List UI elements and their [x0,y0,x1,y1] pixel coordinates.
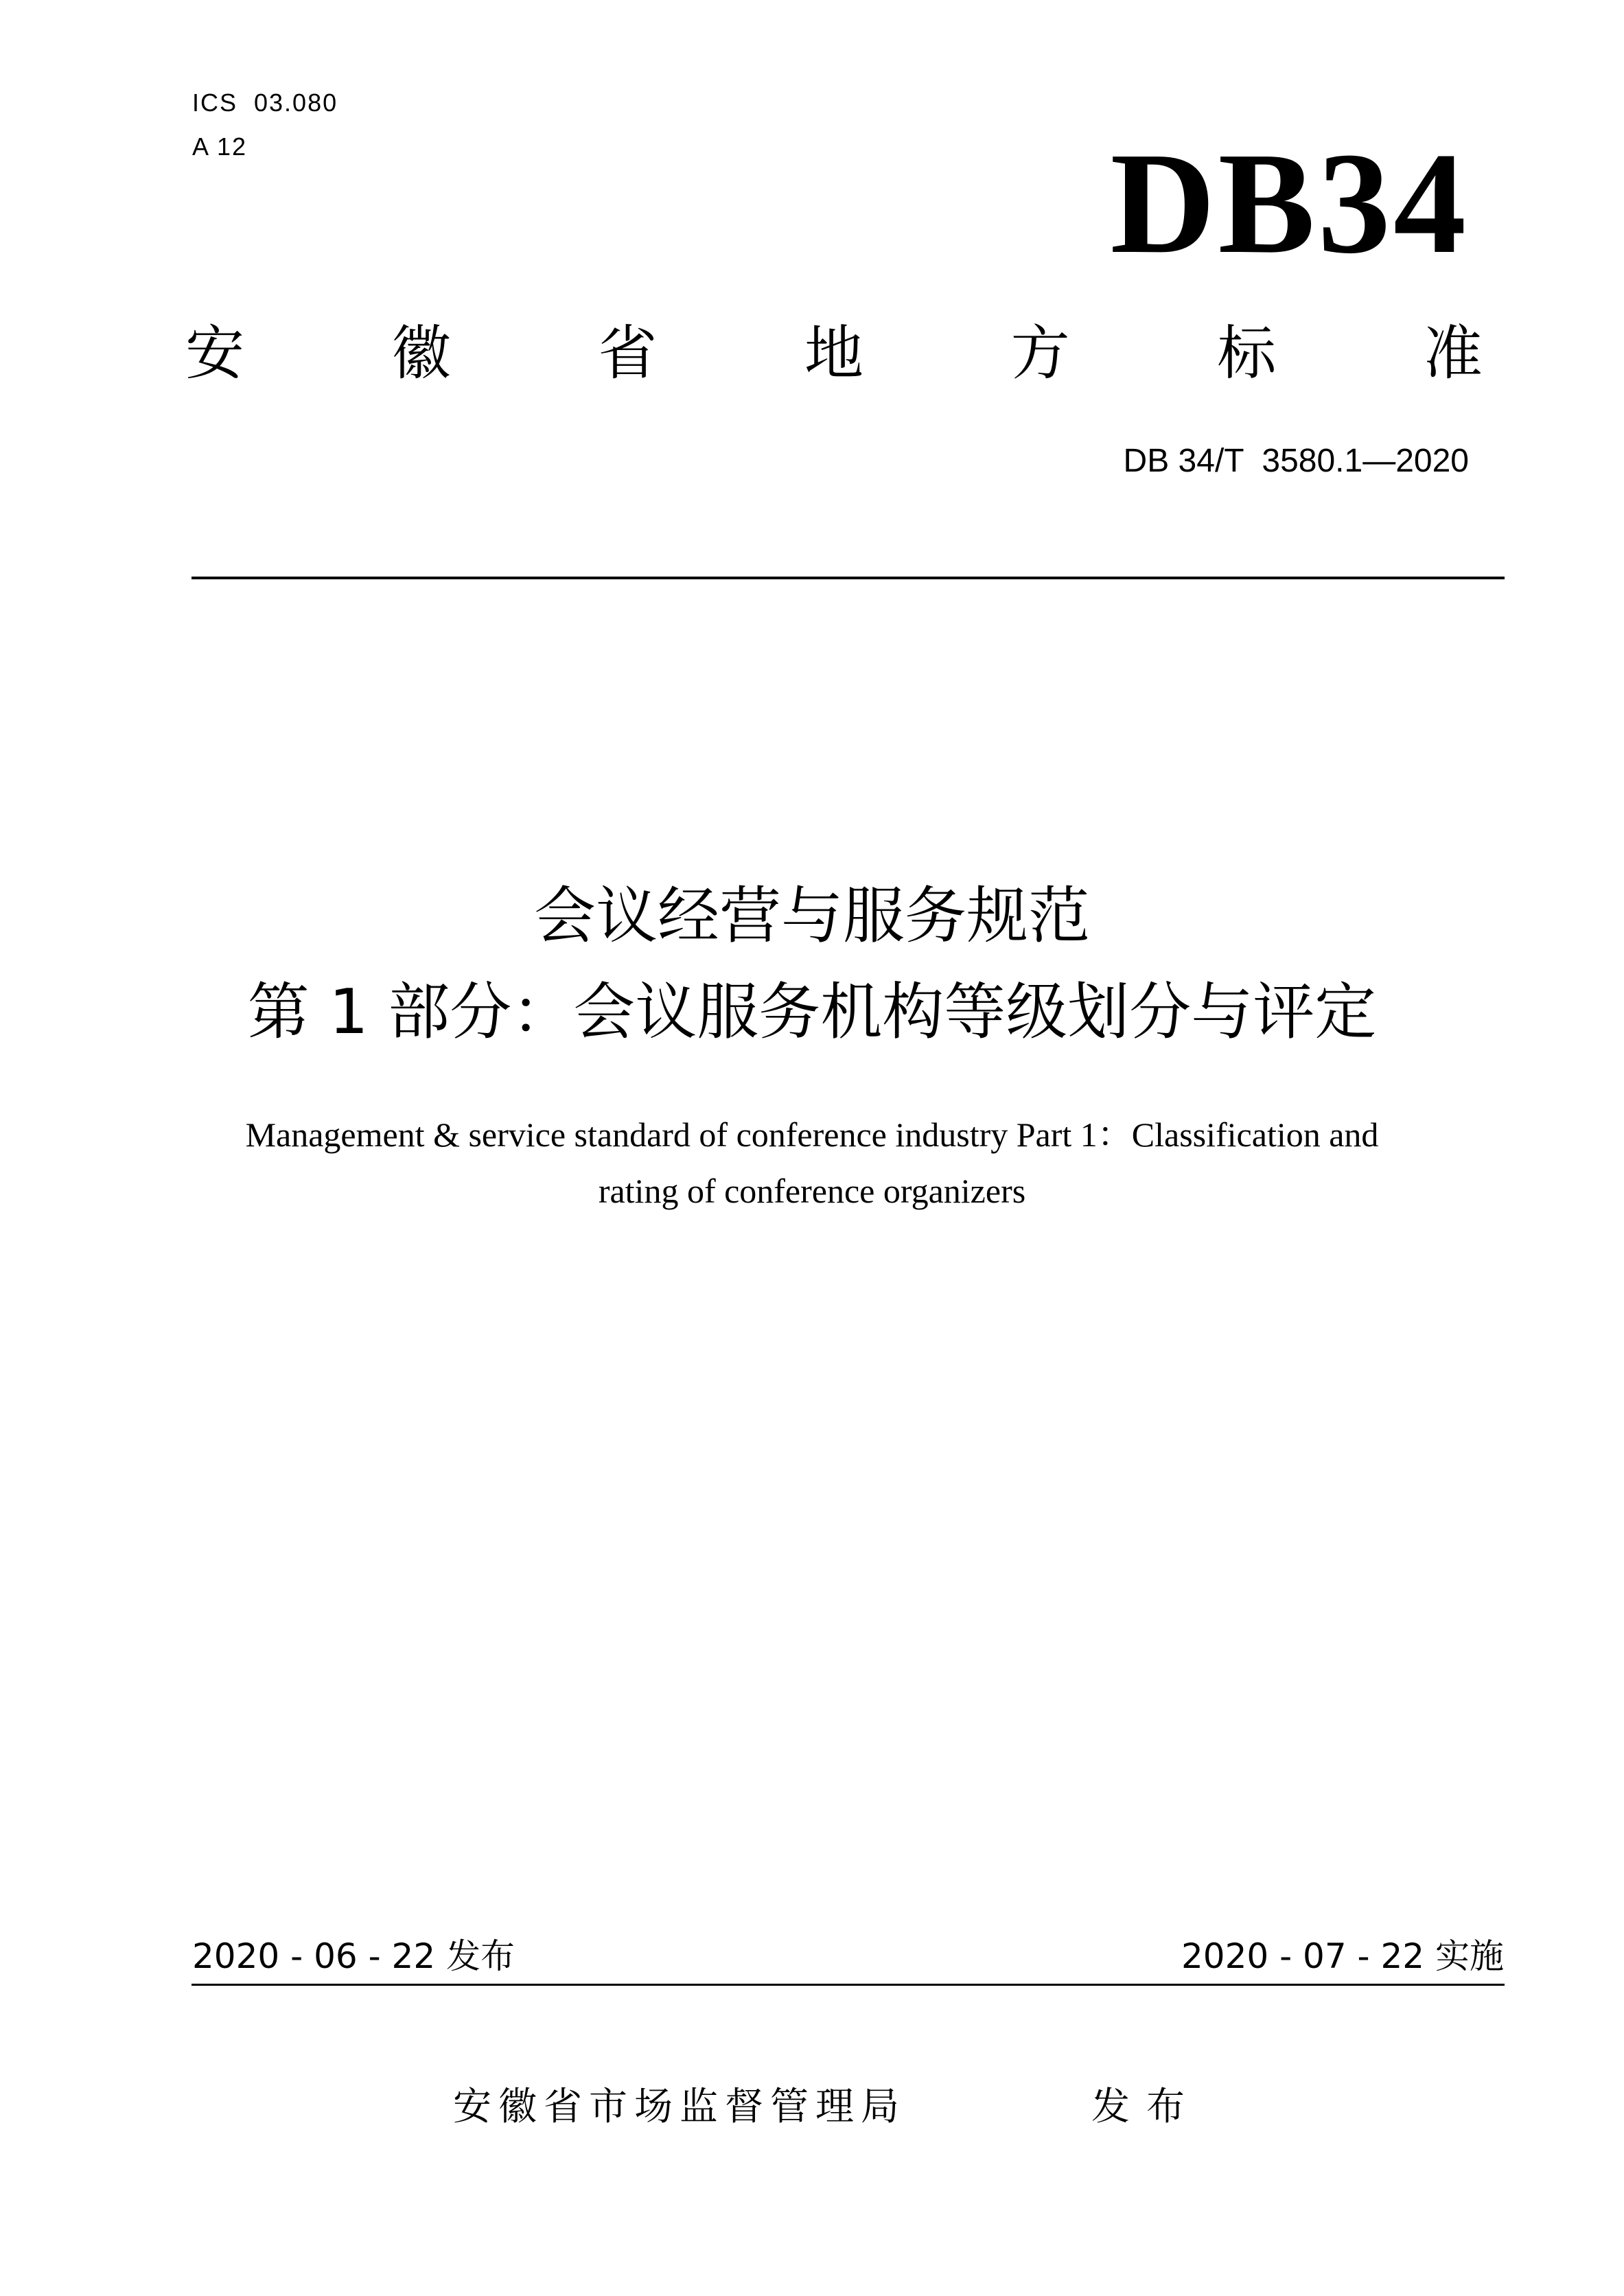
standard-type-char: 准 [1423,319,1483,388]
standard-type-char: 标 [1217,319,1277,388]
title-cn-line2: 第 1 部分：会议服务机构等级划分与评定 [247,976,1377,1048]
header-divider [192,577,1505,579]
standard-type-char: 省 [598,319,658,388]
publisher-name: 安徽省市场监督管理局 [453,2085,906,2129]
issue-date: 2020 - 06 - 22 发布 [192,1936,515,1976]
standard-number: DB 34/T 3580.1—2020 [1123,443,1469,479]
publish-action: 发布 [1091,2085,1201,2129]
ccs-code: A 12 [192,132,248,161]
title-cn-line1: 会议经营与服务规范 [534,880,1090,952]
footer-divider [192,1984,1505,1986]
title-en-line1: Management & service standard of conference industry Part 1：Classification and [245,1115,1379,1154]
standard-type [185,312,1483,395]
classification-codes [192,81,338,169]
implementation-date: 2020 - 07 - 22 实施 [1181,1936,1504,1976]
standard-type-char: 方 [1010,319,1070,388]
standard-mark: DB34 [1110,122,1469,283]
standard-type-char: 地 [804,319,863,388]
title-en-line2: rating of conference organizers [598,1172,1026,1210]
standard-type-char: 徽 [391,319,451,388]
ics-code: ICS 03.080 [192,89,338,117]
standard-type-char: 安 [185,319,244,388]
